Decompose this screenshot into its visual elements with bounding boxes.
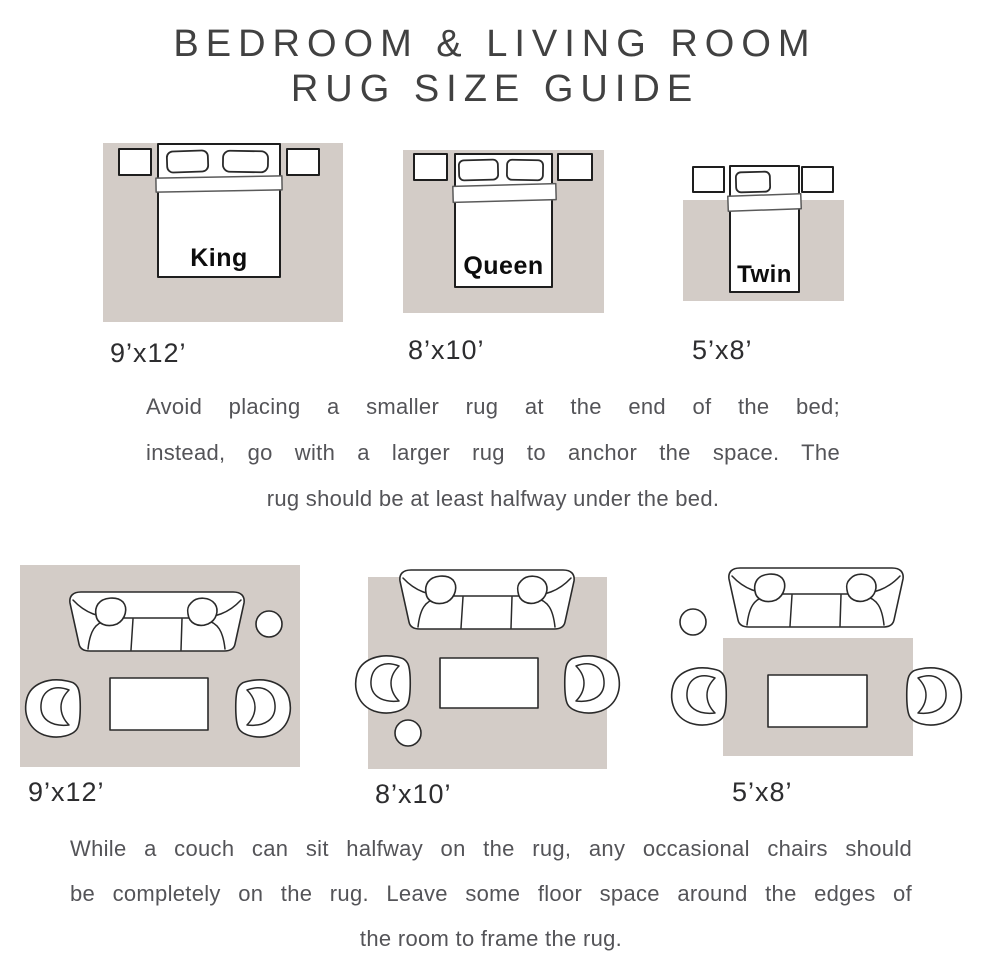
side-table-icon: [680, 609, 706, 635]
coffee-table-icon: [110, 678, 208, 730]
bedroom-note-line: Avoid placing a smaller rug at the end of the bed;: [146, 394, 840, 419]
armchair-icon: [672, 668, 727, 725]
bedroom-diagram-king: [103, 143, 343, 322]
living-room-note: [70, 826, 912, 961]
sofa-icon: [70, 592, 244, 651]
nightstand-icon: [287, 149, 319, 175]
rug-dimension-label: 5’x8’: [732, 777, 793, 807]
coffee-table-icon: [768, 675, 867, 727]
nightstand-icon: [693, 167, 724, 192]
bed-size-name-king: King: [190, 244, 248, 272]
bedroom-diagram-queen: [403, 150, 604, 313]
living-room-diagram-9x12: [20, 565, 300, 767]
nightstand-icon: [414, 154, 447, 180]
nightstand-icon: [558, 154, 592, 180]
coffee-table-icon: [440, 658, 538, 708]
page-title-line2: RUG SIZE GUIDE: [290, 68, 700, 110]
nightstand-icon: [802, 167, 833, 192]
page-title-line1: BEDROOM & LIVING ROOM: [173, 23, 817, 65]
armchair-icon: [907, 668, 962, 725]
living-room-note-line: While a couch can sit halfway on the rug, any occasional chairs should: [70, 836, 912, 861]
sofa-icon: [729, 568, 903, 627]
bedroom-note: [146, 384, 840, 522]
living-room-diagram-5x8: [668, 563, 965, 756]
nightstand-icon: [119, 149, 151, 175]
living-room-5x8-illustration: [668, 563, 965, 756]
rug-dimension-label: 9’x12’: [28, 777, 105, 807]
armchair-icon: [356, 656, 411, 713]
sofa-icon: [400, 570, 574, 629]
page-title: [0, 22, 990, 112]
living-room-note-line: the room to frame the rug.: [359, 926, 623, 951]
rug-dimension-label: 9’x12’: [110, 338, 187, 368]
rug-dimension-label: 8’x10’: [408, 335, 485, 365]
bedroom-note-line: rug should be at least halfway under the bed.: [266, 486, 720, 511]
bedroom-note-line: instead, go with a larger rug to anchor the space. The: [146, 440, 840, 465]
side-table-icon: [256, 611, 282, 637]
living-room-9x12-illustration: [20, 565, 300, 767]
armchair-icon: [565, 656, 620, 713]
living-room-8x10-illustration: [352, 565, 623, 769]
living-room-note-line: be completely on the rug. Leave some floor space around the edges of: [70, 881, 912, 906]
living-room-diagram-8x10: [352, 565, 623, 769]
queen-bed-illustration: [403, 150, 604, 313]
armchair-icon: [236, 680, 291, 737]
armchair-icon: [26, 680, 81, 737]
rug-dimension-label: 5’x8’: [692, 335, 753, 365]
bed-size-name-queen: Queen: [463, 252, 544, 280]
king-bed-illustration: [103, 143, 343, 322]
bed-size-name-twin: Twin: [737, 261, 792, 288]
rug-dimension-label: 8’x10’: [375, 779, 452, 809]
side-table-icon: [395, 720, 421, 746]
